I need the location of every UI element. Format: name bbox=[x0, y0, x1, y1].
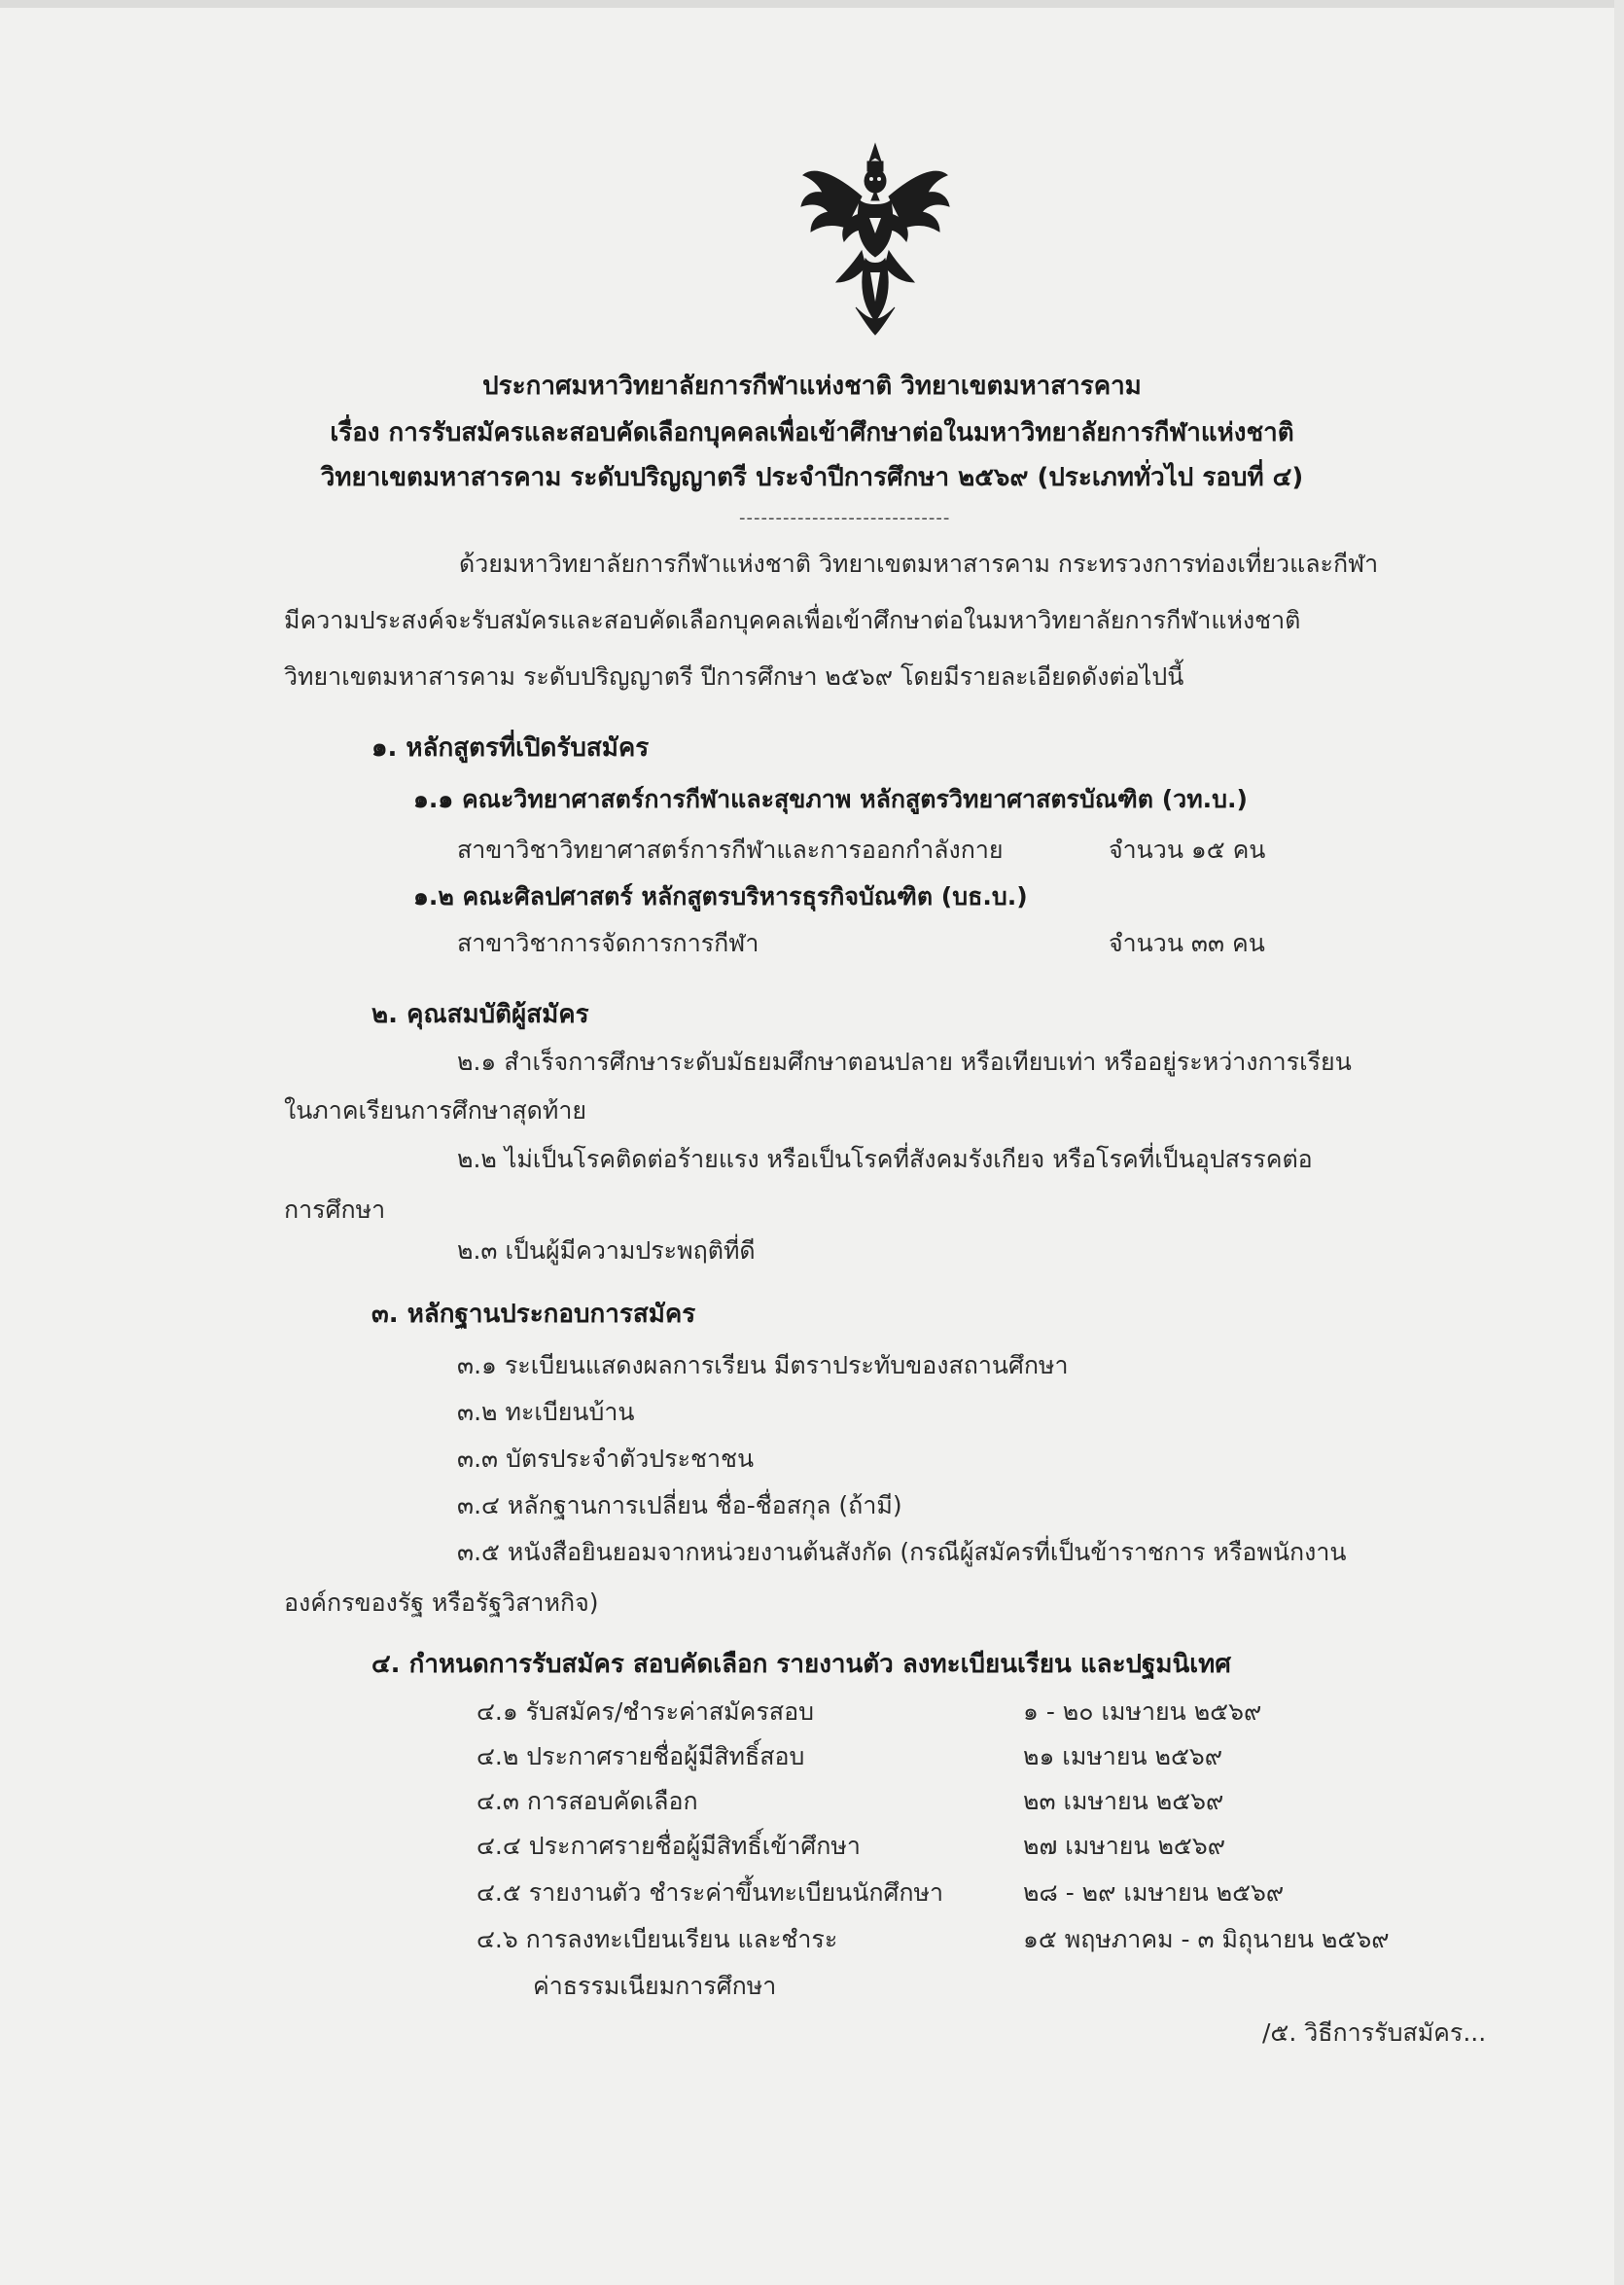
section-3-2: ๓.๒ ทะเบียนบ้าน bbox=[457, 1398, 635, 1426]
garuda-emblem-icon bbox=[797, 136, 953, 340]
schedule-row-date: ๑๕ พฤษภาคม - ๓ มิถุนายน ๒๕๖๙ bbox=[1023, 1925, 1390, 1953]
schedule-row-label: ๔.๑ รับสมัคร/ชำระค่าสมัครสอบ bbox=[477, 1697, 814, 1726]
section-1-1-heading: ๑.๑ คณะวิทยาศาสตร์การกีฬาและสุขภาพ หลักสูตรวิทยาศาสตรบัณฑิต (วท.บ.) bbox=[413, 785, 1248, 813]
section-1-2-major: สาขาวิชาการจัดการการกีฬา bbox=[457, 929, 759, 957]
section-3-5-line-2: องค์กรของรัฐ หรือรัฐวิสาหกิจ) bbox=[284, 1589, 599, 1617]
section-3-3: ๓.๓ บัตรประจำตัวประชาชน bbox=[457, 1445, 755, 1473]
section-3-1: ๓.๑ ระเบียนแสดงผลการเรียน มีตราประทับของสถานศึกษา bbox=[457, 1351, 1069, 1379]
intro-line-1: ด้วยมหาวิทยาลัยการกีฬาแห่งชาติ วิทยาเขตมหาสารคาม กระทรวงการท่องเที่ยวและกีฬา bbox=[459, 550, 1379, 578]
section-3-heading: ๓. หลักฐานประกอบการสมัคร bbox=[371, 1300, 696, 1329]
section-4-heading: ๔. กำหนดการรับสมัคร สอบคัดเลือก รายงานตัว ลงทะเบียนเรียน และปฐมนิเทศ bbox=[371, 1650, 1231, 1679]
schedule-row-label: ๔.๖ การลงทะเบียนเรียน และชำระ bbox=[477, 1925, 838, 1953]
section-3-5-line-1: ๓.๕ หนังสือยินยอมจากหน่วยงานต้นสังกัด (กรณีผู้สมัครที่เป็นข้าราชการ หรือพนักงาน bbox=[457, 1538, 1347, 1566]
schedule-row-6-continuation: ค่าธรรมเนียมการศึกษา bbox=[533, 1972, 777, 2000]
section-1-heading: ๑. หลักสูตรที่เปิดรับสมัคร bbox=[371, 733, 650, 763]
section-2-1-line-1: ๒.๑ สำเร็จการศึกษาระดับมัธยมศึกษาตอนปลาย หรือเทียบเท่า หรืออยู่ระหว่างการเรียน bbox=[457, 1048, 1352, 1076]
section-3-4: ๓.๔ หลักฐานการเปลี่ยน ชื่อ-ชื่อสกุล (ถ้ามี) bbox=[457, 1491, 902, 1519]
schedule-row-label: ๔.๔ ประกาศรายชื่อผู้มีสิทธิ์เข้าศึกษา bbox=[477, 1832, 861, 1860]
section-1-2-count: จำนวน ๓๓ คน bbox=[1109, 929, 1265, 957]
title-divider: ----------------------------- bbox=[739, 508, 951, 528]
section-1-2-heading: ๑.๒ คณะศิลปศาสตร์ หลักสูตรบริหารธุรกิจบัณฑิต (บธ.บ.) bbox=[413, 882, 1028, 910]
schedule-row-label: ๔.๒ ประกาศรายชื่อผู้มีสิทธิ์สอบ bbox=[477, 1742, 805, 1770]
title-line-3: วิทยาเขตมหาสารคาม ระดับปริญญาตรี ประจำปีการศึกษา ๒๕๖๙ (ประเภททั่วไป รอบที่ ๔) bbox=[320, 463, 1304, 492]
section-2-3: ๒.๓ เป็นผู้มีความประพฤติที่ดี bbox=[457, 1236, 756, 1265]
intro-line-3: วิทยาเขตมหาสารคาม ระดับปริญญาตรี ปีการศึกษา ๒๕๖๙ โดยมีรายละเอียดดังต่อไปนี้ bbox=[284, 662, 1184, 691]
title-line-1: ประกาศมหาวิทยาลัยการกีฬาแห่งชาติ วิทยาเขตมหาสารคาม bbox=[482, 372, 1142, 401]
schedule-row-label: ๔.๓ การสอบคัดเลือก bbox=[477, 1787, 698, 1815]
schedule-row-date: ๒๘ - ๒๙ เมษายน ๒๕๖๙ bbox=[1023, 1878, 1285, 1907]
section-2-1-line-2: ในภาคเรียนการศึกษาสุดท้าย bbox=[284, 1096, 587, 1125]
section-2-2-line-2: การศึกษา bbox=[284, 1196, 386, 1224]
scan-right-edge bbox=[1614, 0, 1624, 2285]
schedule-row-date: ๒๓ เมษายน ๒๕๖๙ bbox=[1023, 1787, 1224, 1815]
schedule-row-label: ๔.๕ รายงานตัว ชำระค่าขึ้นทะเบียนนักศึกษา bbox=[477, 1878, 944, 1907]
schedule-row-date: ๒๑ เมษายน ๒๕๖๙ bbox=[1023, 1742, 1223, 1770]
section-2-heading: ๒. คุณสมบัติผู้สมัคร bbox=[371, 1000, 589, 1029]
page-continuation-note: /๕. วิธีการรับสมัคร... bbox=[1262, 2018, 1487, 2047]
scan-top-edge bbox=[0, 0, 1624, 8]
section-1-1-count: จำนวน ๑๕ คน bbox=[1109, 836, 1266, 864]
title-line-2: เรื่อง การรับสมัครและสอบคัดเลือกบุคคลเพื่อเข้าศึกษาต่อในมหาวิทยาลัยการกีฬาแห่งชาติ bbox=[330, 418, 1294, 447]
intro-line-2: มีความประสงค์จะรับสมัครและสอบคัดเลือกบุคคลเพื่อเข้าศึกษาต่อในมหาวิทยาลัยการกีฬาแห่งชาติ bbox=[284, 606, 1301, 634]
section-2-2-line-1: ๒.๒ ไม่เป็นโรคติดต่อร้ายแรง หรือเป็นโรคที่สังคมรังเกียจ หรือโรคที่เป็นอุปสรรคต่อ bbox=[457, 1145, 1313, 1173]
schedule-row-date: ๑ - ๒๐ เมษายน ๒๕๖๙ bbox=[1023, 1697, 1262, 1726]
schedule-row-date: ๒๗ เมษายน ๒๕๖๙ bbox=[1023, 1832, 1226, 1860]
section-1-1-major: สาขาวิชาวิทยาศาสตร์การกีฬาและการออกกำลังกาย bbox=[457, 836, 1004, 864]
